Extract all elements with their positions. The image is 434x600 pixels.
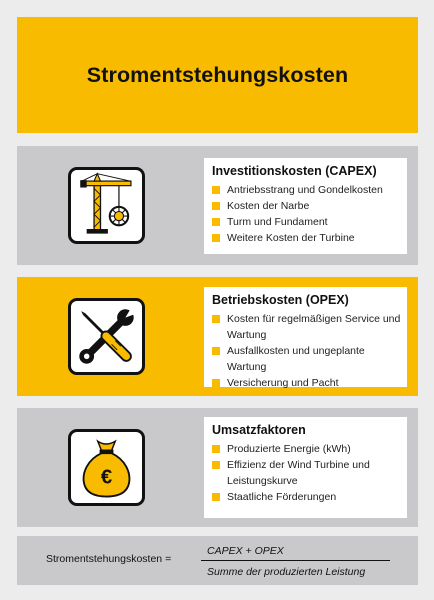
bullet-icon	[212, 461, 220, 469]
revenue-list	[212, 441, 401, 505]
euro-money-bag-icon	[68, 429, 145, 506]
revenue-section	[17, 408, 418, 527]
formula-banner	[17, 536, 418, 585]
capex-section	[17, 146, 418, 265]
euro-symbol: €	[100, 466, 113, 489]
list-item: Produzierte Energie (kWh)	[212, 441, 401, 457]
bullet-icon	[212, 218, 220, 226]
bullet-icon	[212, 347, 220, 355]
list-item: Kosten der Narbe	[212, 198, 401, 214]
revenue-card	[204, 417, 407, 518]
bullet-icon	[212, 202, 220, 210]
opex-section	[17, 277, 418, 396]
page-title: Stromentstehungskosten	[86, 62, 349, 87]
bullet-icon	[212, 445, 220, 453]
opex-list	[212, 311, 401, 391]
bullet-icon	[212, 234, 220, 242]
bullet-icon	[212, 315, 220, 323]
capex-heading: Investitionskosten (CAPEX)	[212, 164, 377, 178]
title-banner	[17, 17, 418, 133]
revenue-heading: Umsatzfaktoren	[212, 423, 306, 437]
list-item: Ausfallkosten und ungeplante Wartung	[212, 343, 401, 375]
capex-list	[212, 182, 401, 246]
opex-card	[204, 287, 407, 387]
opex-heading: Betriebskosten (OPEX)	[212, 293, 349, 307]
list-item: Versicherung und Pacht	[212, 375, 401, 391]
list-item: Antriebsstrang und Gondelkosten	[212, 182, 401, 198]
bullet-icon	[212, 493, 220, 501]
formula-denominator: Summe der produzierten Leistung	[207, 566, 366, 578]
list-item: Turm und Fundament	[212, 214, 401, 230]
list-item: Effizienz der Wind Turbine und Leistungskurve	[212, 457, 401, 489]
list-item: Weitere Kosten der Turbine	[212, 230, 401, 246]
bullet-icon	[212, 379, 220, 387]
formula-lhs: Stromentstehungskosten =	[46, 553, 172, 565]
wrench-screwdriver-icon	[68, 298, 145, 375]
list-item: Staatliche Förderungen	[212, 489, 401, 505]
list-item: Kosten für regelmäßigen Service und Wartung	[212, 311, 401, 343]
crane-icon	[68, 167, 145, 244]
formula-numerator: CAPEX + OPEX	[207, 545, 284, 557]
bullet-icon	[212, 186, 220, 194]
fraction-line	[201, 560, 390, 561]
capex-card	[204, 158, 407, 254]
